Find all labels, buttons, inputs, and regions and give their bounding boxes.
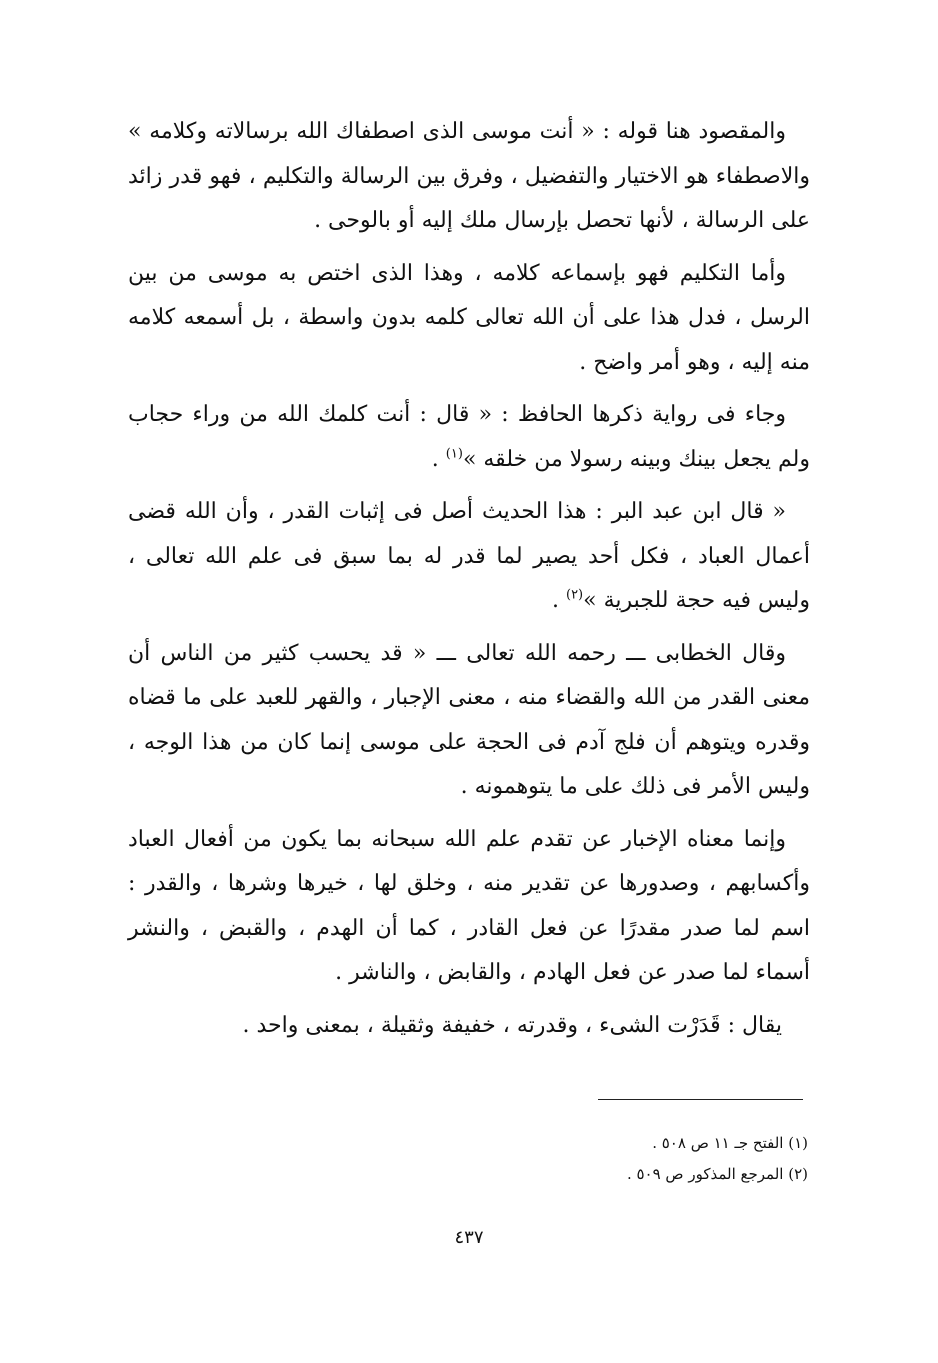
paragraph-6-text: وإنما معناه الإخبار عن تقدم علم الله سبحانه بما يكون من أفعال العباد وأكسابهم ، وصدورها عن تقدير منه ، وخلق لها ، خيرها وشرها ، والقدر : اسم لما صدر مقدرًا عن فعل القادر ، كما أن الهدم ، والقبض ، والنشر أسماء لما صدر عن فعل الهادم ، والقابض ، والناشر . — [128, 826, 810, 985]
footnote-ref-2: (٢) — [565, 587, 584, 603]
footnotes — [400, 1128, 808, 1190]
footnote-1: (١) الفتح جـ ١١ ص ٥٠٨ . — [652, 1134, 808, 1152]
paragraph-1 — [128, 110, 810, 244]
paragraph-7 — [128, 1004, 810, 1049]
paragraph-3-text: وجاء فى رواية ذكرها الحافظ : « قال : أنت كلمك الله من وراء حجاب ولم يجعل بينك وبينه رسولا من خلقه » — [128, 402, 810, 472]
footnote-2: (٢) المرجع المذكور ص ٥٠٩ . — [626, 1165, 808, 1183]
footnote-ref-1: (١) — [445, 446, 463, 462]
main-text — [128, 110, 810, 1056]
paragraph-4-tail: . — [551, 588, 566, 613]
paragraph-4-text: « قال ابن عبد البر : هذا الحديث أصل فى إثبات القدر ، وأن الله قضى أعمال العباد ، فكل أحد يصير لما قدر له بما سبق فى علم الله تعالى ، وليس فيه حجة للجبرية » — [128, 499, 810, 613]
page-number: ٤٣٧ — [454, 1227, 484, 1248]
footnote-divider — [598, 1099, 803, 1100]
paragraph-5 — [128, 632, 810, 810]
paragraph-6 — [128, 818, 810, 996]
paragraph-1-text: والمقصود هنا قوله : « أنت موسى الذى اصطفاك الله برسالاته وكلامه » والاصطفاء هو الاختيار والتفضيل ، وفرق بين الرسالة والتكليم ، فهو قدر زائد على الرسالة ، لأنها تحصل بإرسال ملك إليه أو بالوحى . — [128, 119, 810, 233]
paragraph-3-tail: . — [431, 446, 446, 472]
paragraph-4 — [128, 490, 810, 624]
paragraph-3 — [128, 393, 810, 482]
paragraph-2-text: وأما التكليم فهو بإسماعه كلامه ، وهذا الذى اختص به موسى من بين الرسل ، فدل هذا على أن الله تعالى كلمه بدون واسطة ، بل أسمعه كلامه منه إليه ، وهو أمر واضح . — [128, 260, 810, 375]
paragraph-5-text: وقال الخطابى ـــ رحمه الله تعالى ـــ « قد يحسب كثير من الناس أن معنى القدر من الله والقضاء منه ، معنى الإجبار ، والقهر للعبد على ما قضاه وقدره ويتوهم أن فلج آدم فى الحجة على موسى إنما كان من هذا الوجه ، وليس الأمر فى ذلك على ما يتوهمونه . — [128, 640, 810, 799]
paragraph-2 — [128, 252, 810, 386]
paragraph-7-text: يقال : قَدَرْت الشىء ، وقدرته ، خفيفة وثقيلة ، بمعنى واحد . — [242, 1012, 782, 1038]
